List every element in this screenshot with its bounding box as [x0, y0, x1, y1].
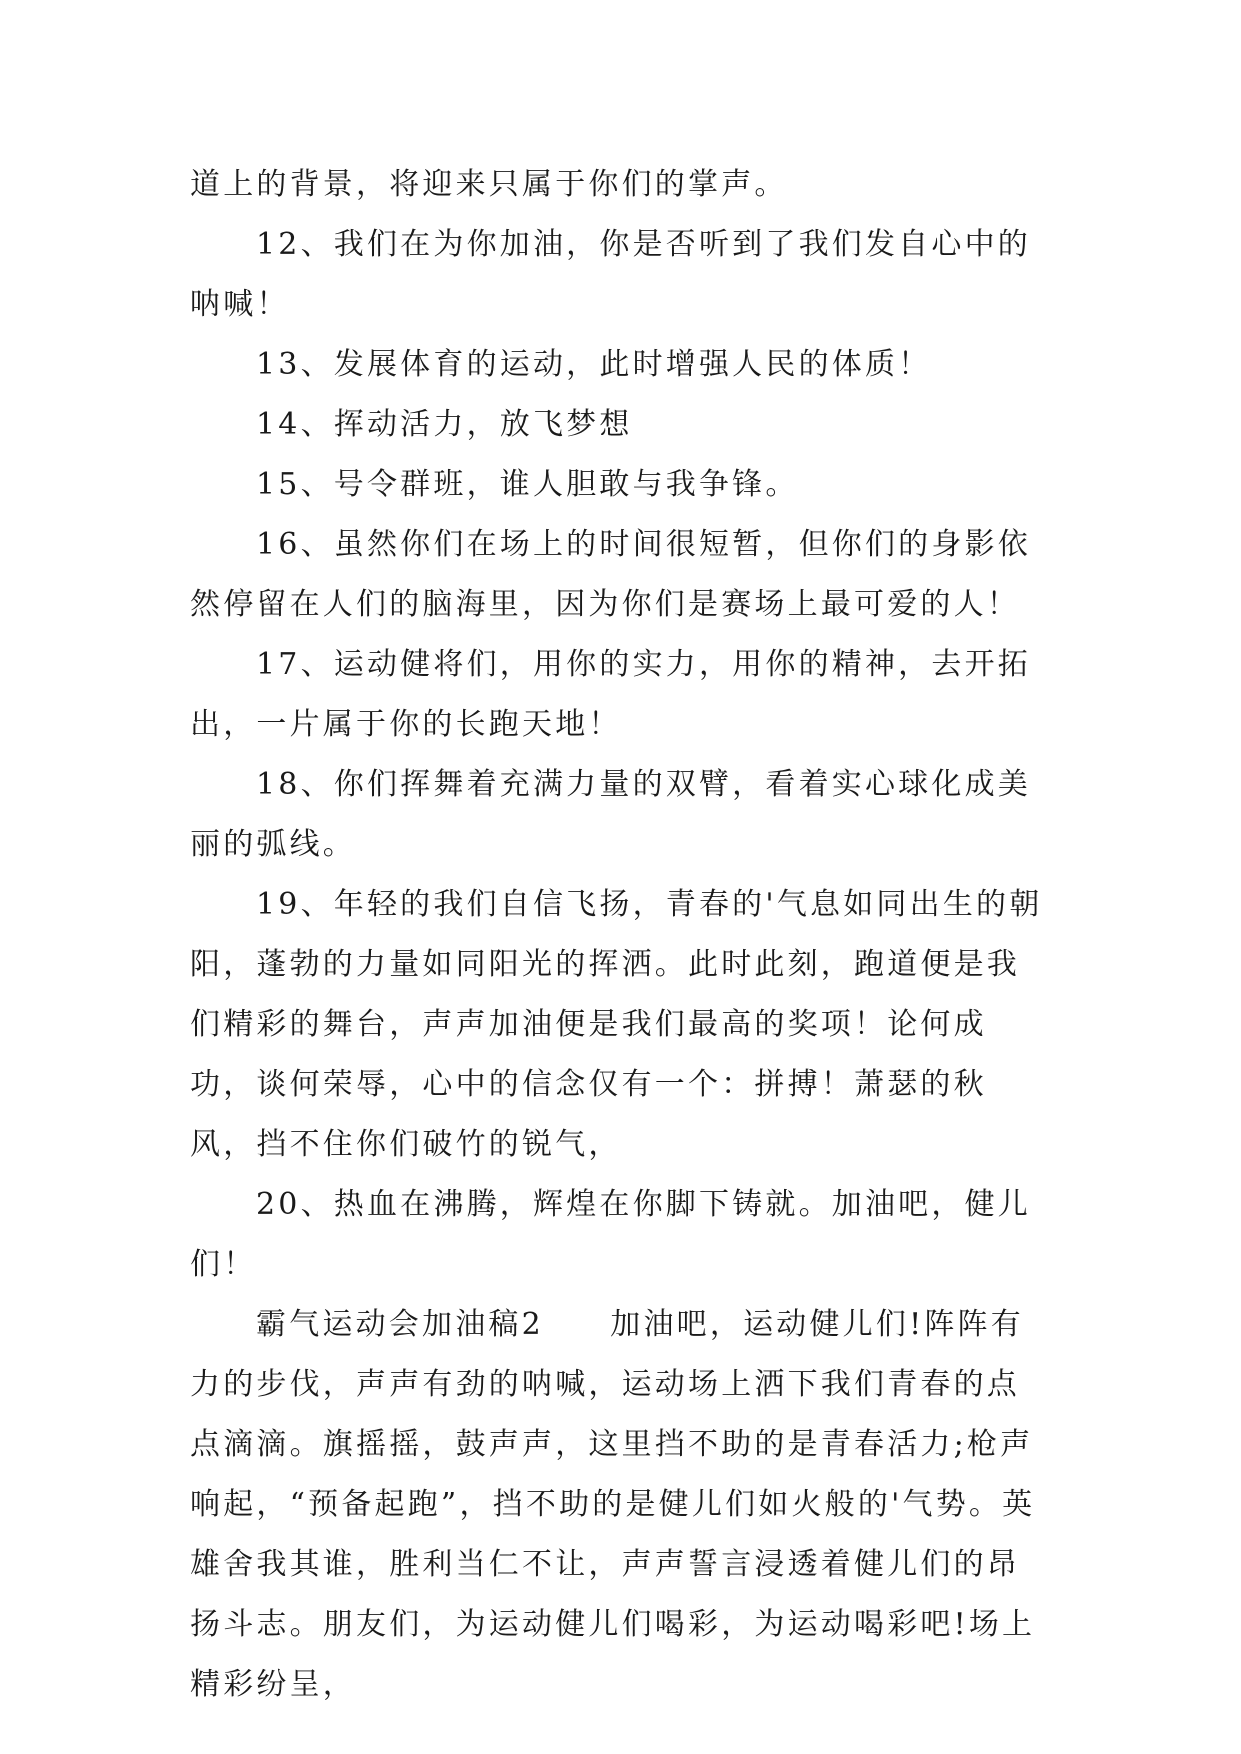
- paragraph-1: 道上的背景，将迎来只属于你们的掌声。: [190, 167, 788, 202]
- paragraph-3: 13、发展体育的运动，此时增强人民的体质！: [256, 347, 932, 382]
- paragraph-11: 霸气运动会加油稿2 加油吧，运动健儿们!阵阵有力的步伐，声声有劲的呐喊，运动场上洒下我们青春的点点滴滴。旗摇摇，鼓声声，这里挡不助的是青春活力;枪声响起，“预备起跑”，挡不助的是健儿们如火般的'气势。英雄舍我其谁，胜利当仁不让，声声誓言浸透着健儿们的昂扬斗志。朋友们，为运动健儿们喝彩，为运动喝彩吧!场上精彩纷呈，: [190, 1307, 1036, 1702]
- paragraph-4: 14、挥动活力，放飞梦想: [256, 407, 633, 442]
- paragraph-9: 19、年轻的我们自信飞扬，青春的'气息如同出生的朝阳，蓬勃的力量如同阳光的挥洒。此时此刻，跑道便是我们精彩的舞台，声声加油便是我们最高的奖项！论何成功，谈何荣辱，心中的信念仅有一个：拼搏！萧瑟的秋风，挡不住你们破竹的锐气，: [190, 887, 1043, 1162]
- paragraph-2: 12、我们在为你加油，你是否听到了我们发自心中的呐喊！: [190, 227, 1031, 322]
- paragraph-5: 15、号令群班，谁人胆敢与我争锋。: [256, 467, 799, 502]
- paragraph-10: 20、热血在沸腾，辉煌在你脚下铸就。加油吧，健儿们！: [190, 1187, 1031, 1282]
- paragraph-6: 16、虽然你们在场上的时间很短暂，但你们的身影依然停留在人们的脑海里，因为你们是赛场上最可爱的人！: [190, 527, 1031, 622]
- document-body: [190, 155, 1050, 1715]
- paragraph-7: 17、运动健将们，用你的实力，用你的精神，去开拓出，一片属于你的长跑天地！: [190, 647, 1031, 742]
- paragraph-8: 18、你们挥舞着充满力量的双臂，看着实心球化成美丽的弧线。: [190, 767, 1031, 862]
